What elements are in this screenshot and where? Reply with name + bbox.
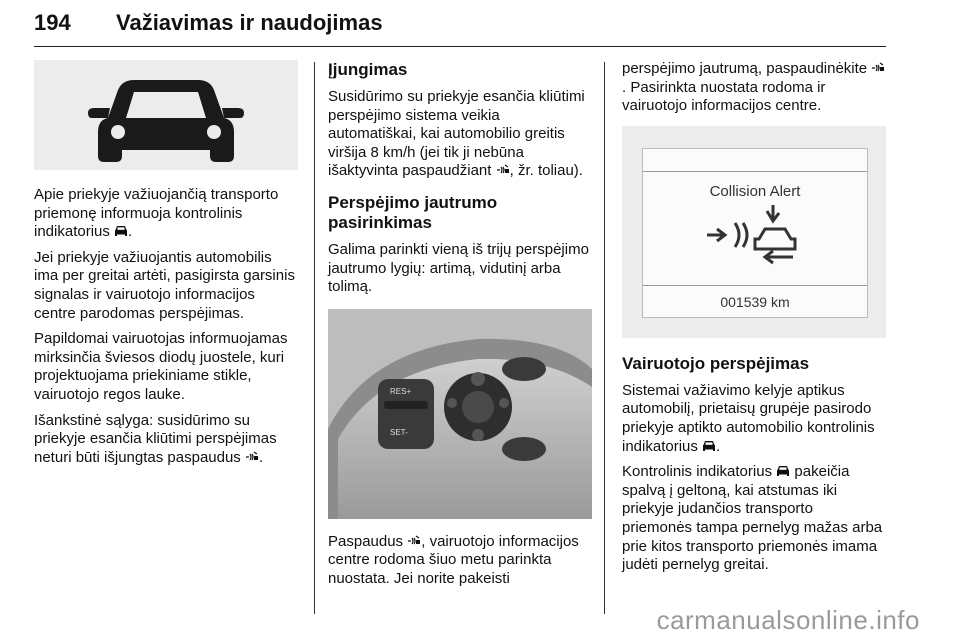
paragraph: Galima parinkti vieną iš trijų perspėjimo jautrumo lygių: artimą, vidutinį arba tolimą.: [328, 240, 589, 296]
display-title: Collision Alert: [709, 182, 801, 200]
driver-info-display: [642, 148, 868, 318]
column-3: [622, 60, 886, 582]
paragraph: Sistemai važiavimo kelyje aptikus automobilį, prietaisų grupėje pasirodo priekyje aptikto automobilio kontrolinis indikatorius .: [622, 381, 875, 455]
watermark: carmanualsonline.info: [656, 605, 920, 635]
section-heading: Vairuotojo perspėjimas: [622, 353, 810, 373]
res-label: RES+: [390, 386, 412, 396]
collision-alert-icon: [703, 205, 807, 265]
collision-alert-icon: [407, 534, 421, 548]
paragraph: Papildomai vairuotojas informuojamas mirksinčia šviesos diodų juostele, kuri projektuojama priekiniame stikle, vairuotojo regos lauke.: [34, 330, 288, 403]
page-header: [34, 8, 886, 48]
column-1: [34, 60, 298, 474]
collision-alert-icon: [245, 450, 259, 464]
paragraph: Išankstinė sąlyga: susidūrimo su priekyje esančia kliūtimi perspėjimas neturi būti išjungtas paspaudus .: [34, 411, 277, 466]
steering-wheel-controls: [328, 309, 592, 519]
car-front-icon: [702, 439, 716, 453]
car-front-icon: [114, 224, 128, 238]
paragraph: Apie priekyje važiuojančią transporto priemonę informuoja kontrolinis indikatorius .: [34, 186, 279, 241]
column-divider: [604, 62, 605, 614]
collision-alert-icon: [496, 163, 510, 177]
car-indicator-figure: [34, 60, 298, 170]
page-title: Važiavimas ir naudojimas: [116, 10, 383, 35]
section-heading: Įjungimas: [328, 60, 408, 79]
paragraph: Susidūrimo su priekyje esančia kliūtimi perspėjimo sistema veikia automatiškai, kai automobilio greitis viršija 8 km/h (jei tik ji nebūna išaktyvinta paspaudžiant , žr. toliau).: [328, 88, 585, 180]
header-rule: [34, 46, 886, 47]
paragraph: Paspaudus , vairuotojo informacijos centre rodoma šiuo metu parinkta nuostata. Jei norite pakeisti: [328, 532, 579, 587]
car-front-icon: [34, 60, 298, 170]
steering-wheel-figure: [328, 309, 592, 519]
car-front-icon: [776, 464, 790, 478]
column-2: [328, 60, 592, 596]
section-heading: Perspėjimo jautrumo pasirinkimas: [328, 192, 498, 232]
paragraph: Jei priekyje važiuojantis automobilis ima per greitai artėti, pasigirsta garsinis signalas ir vairuotojo informacijos centre parodomas perspėjimas.: [34, 248, 295, 322]
collision-alert-icon: [871, 61, 885, 75]
odometer: 001539 km: [720, 293, 790, 310]
column-divider: [314, 62, 315, 614]
set-label: SET-: [390, 427, 408, 437]
collision-alert-display-figure: [622, 126, 886, 338]
paragraph: perspėjimo jautrumą, paspaudinėkite . Pasirinkta nuostata rodoma ir vairuotojo informacijos centre.: [622, 60, 886, 116]
page-number: 194: [34, 10, 71, 35]
paragraph: Kontrolinis indikatorius pakeičia spalvą į geltoną, kai atstumas iki priekyje judančios transporto priemonės tampa pernelyg mažas arba prie kitos transporto priemonės imama judėti pernelyg greitai.: [622, 463, 883, 574]
